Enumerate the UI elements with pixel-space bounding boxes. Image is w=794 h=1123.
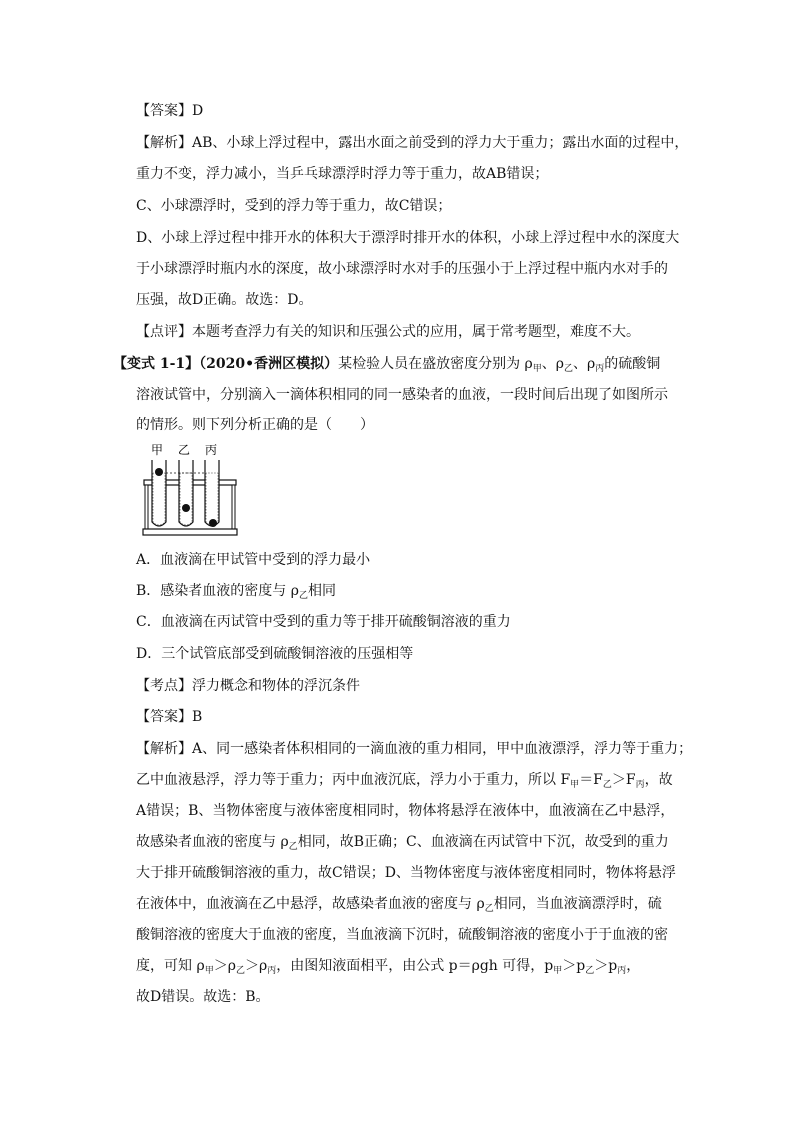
- kaodian-line: 【考点】浮力概念和物体的浮沉条件: [136, 678, 360, 694]
- analysis2-line-3: A错误；B、当物体密度与液体密度相同时，物体将悬浮在液体中，血液滴在乙中悬浮，: [136, 803, 675, 819]
- tube-label-bing: 丙: [205, 443, 218, 457]
- analysis-line-3: C、小球漂浮时，受到的浮力等于重力，故C错误；: [136, 198, 452, 214]
- question-source: （2020•香洲区模拟）: [199, 356, 339, 372]
- question-stem-line-2: 溶液试管中，分别滴入一滴体积相同的同一感染者的血液，一段时间后出现了如图所示: [136, 387, 668, 403]
- analysis2-line-5: 大于排开硫酸铜溶液的重力，故C错误；D、当物体密度与液体密度相同时，物体将悬浮: [136, 865, 676, 881]
- kaodian-tag: 【考点】: [136, 678, 192, 694]
- rack-base: [143, 529, 237, 535]
- option-b: B．感染者血液的密度与 $\rho_乙$相同: [136, 583, 336, 601]
- answer-value: D: [192, 103, 204, 119]
- answer-line-2: [136, 707, 202, 727]
- blood-drop-yi: [182, 504, 190, 512]
- tube-jia: [152, 460, 166, 526]
- analysis2-line-9: 故D错误。故选：B。: [136, 989, 270, 1005]
- analysis-line-5: 于小球漂浮时瓶内水的深度，故小球漂浮时水对手的压强小于上浮过程中瓶内水对手的: [136, 261, 668, 277]
- answer-tag: 【答案】: [136, 103, 192, 119]
- question-stem-line-1: 【变式 1-1】（2020•香洲区模拟）某检验人员在盛放密度分别为 $\rho_甲$、$\rho_乙$、$\rho_丙$的硫酸铜: [113, 356, 661, 374]
- tube-label-yi: 乙: [178, 443, 191, 457]
- analysis2-line-4: 故感染者血液的密度与 $\rho_乙$相同，故B正确；C、血液滴在丙试管中下沉，故受到的重力: [136, 834, 669, 852]
- rack-left-post: [145, 485, 148, 529]
- analysis-line-6: 压强，故D正确。故选：D。: [136, 292, 313, 308]
- analysis-line-2: 重力不变，浮力减小，当乒乓球漂浮时浮力等于重力，故AB错误；: [136, 166, 549, 182]
- blood-drop-jia: [155, 468, 163, 476]
- analysis-tag: 【解析】: [136, 135, 192, 151]
- tube-label-jia: 甲: [151, 443, 164, 457]
- comment-line: 【点评】本题考查浮力有关的知识和压强公式的应用，属于常考题型，难度不大。: [136, 324, 640, 340]
- answer-value-2: B: [192, 709, 203, 725]
- analysis2-line-1: 【解析】A、同一感染者体积相同的一滴血液的重力相同，甲中血液漂浮，浮力等于重力；: [136, 741, 693, 757]
- option-a: A．血液滴在甲试管中受到的浮力最小: [136, 552, 371, 568]
- analysis2-line-7: 酸铜溶液的密度大于血液的密度，当血液滴下沉时，硫酸铜溶液的密度小于于血液的密: [136, 927, 668, 943]
- analysis-line-1: 【解析】AB、小球上浮过程中，露出水面之前受到的浮力大于重力；露出水面的过程中，: [136, 135, 689, 151]
- analysis2-line-8: 度，可知 $\rho_甲>\rho_乙>\rho_丙$，由图知液面相平，由公式 p＝ρgh 可得，$p_甲>p_乙>p_丙$，: [136, 958, 641, 976]
- analysis2-line-2: 乙中血液悬浮，浮力等于重力；丙中血液沉底，浮力小于重力，所以 $F_甲=F_乙>F_丙$，故: [136, 772, 673, 790]
- question-stem-line-3: 的情形。则下列分析正确的是（ ）: [136, 417, 374, 433]
- option-c: C．血液滴在丙试管中受到的重力等于排开硫酸铜溶液的重力: [136, 614, 511, 630]
- rack-right-post: [232, 485, 235, 529]
- answer-tag-2: 【答案】: [136, 709, 192, 725]
- comment-tag: 【点评】: [136, 324, 192, 340]
- tube-bing: [205, 460, 219, 527]
- option-d: D．三个试管底部受到硫酸铜溶液的压强相等: [136, 646, 414, 662]
- answer-line-1: [136, 101, 203, 121]
- analysis-tag-2: 【解析】: [136, 741, 192, 757]
- blood-drop-bing: [209, 519, 217, 527]
- test-tube-figure: [142, 442, 238, 538]
- tube-yi: [179, 460, 193, 526]
- analysis-line-4: D、小球上浮过程中排开水的体积大于漂浮时排开水的体积，小球上浮过程中水的深度大: [136, 230, 680, 246]
- analysis2-line-6: 在液体中，血液滴在乙中悬浮，故感染者血液的密度与 $\rho_乙$相同，当血液滴漂浮时，硫: [136, 896, 662, 914]
- question-tag: 【变式 1-1】: [113, 356, 200, 372]
